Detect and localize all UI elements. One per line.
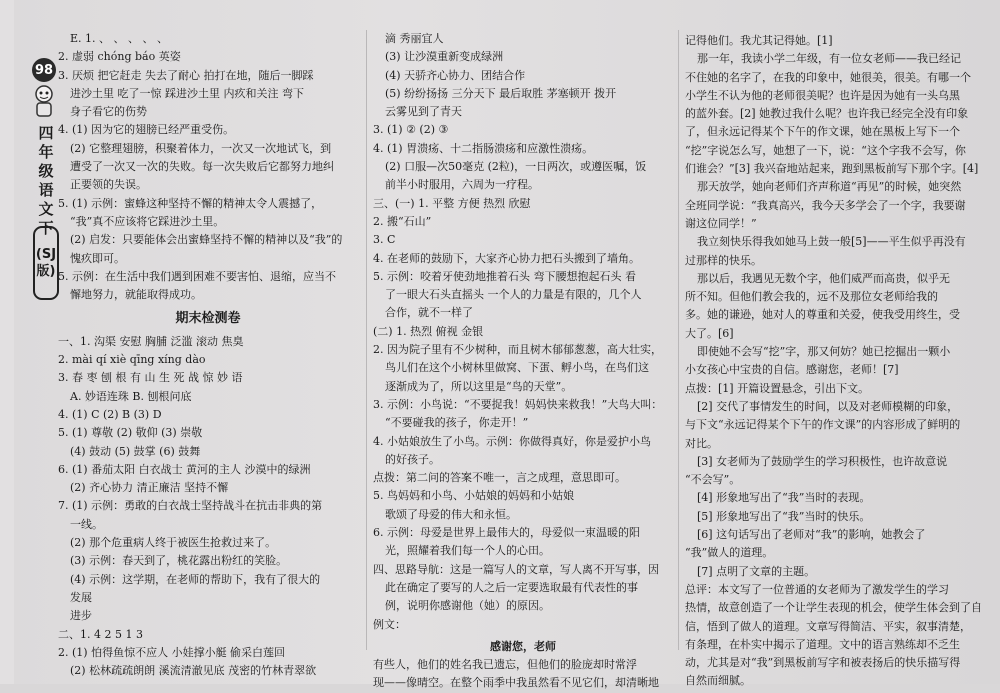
text-line: (3) 示例：春天到了，桃花露出粉红的笑脸。 [70, 554, 288, 568]
text-line: 即使她不会写“挖”字，那又何妨？她已挖掘出一颗小 [697, 345, 951, 359]
text-line: 滴 秀丽宜人 [385, 32, 444, 45]
text-line: 4. (1) 胃溃疡、十二指肠溃疡和应激性溃疡。 [373, 141, 594, 155]
text-line: 那一年，我读小学二年级，有一位女老师——我已经记 [697, 52, 961, 66]
text-line: 的蓝外套。[2] 她教过我什么呢？也许我已经完全没有印象 [685, 107, 969, 121]
text-line: 3. 示例：小鸟说：“不要捉我！妈妈快来救我！”大鸟大叫： [373, 397, 663, 411]
text-line: 三、(一) 1. 平整 方便 热烈 欣慰 [373, 196, 531, 210]
text-line: [2] 交代了事情发生的时间，以及对老师模糊的印象， [697, 399, 959, 413]
column-divider [678, 30, 679, 650]
text-line: 遭受了一次又一次的失败。每一次失败后它都努力地纠 [70, 160, 334, 174]
text-line: 点拨：第二问的答案不唯一，言之成理，意思即可。 [373, 471, 626, 485]
text-line: 自然而细腻。 [685, 674, 751, 688]
text-line: 过那样的快乐。 [685, 253, 762, 267]
text-line: (4) 示例：这学期，在老师的帮助下，我有了很大的 [70, 572, 321, 586]
text-line: 5. (1) 尊敬 (2) 敬仰 (3) 崇敬 [58, 426, 203, 440]
text-line: 点拨：[1] 开篇设置悬念，引出下文。 [685, 381, 870, 395]
text-line: (二) 1. 热烈 俯视 金银 [373, 324, 484, 338]
text-line: 3. 春 枣 刨 根 有 山 生 死 战 惊 妙 语 [58, 371, 243, 385]
text-line: 的好孩子。 [385, 452, 440, 466]
text-line: 进沙土里 吃了一惊 踩进沙土里 内疚和关注 弯下 [70, 86, 304, 100]
text-line: (4) 天骄齐心协力、团结合作 [385, 68, 526, 82]
text-line: 那天放学，她向老师们齐声称道“再见”的时候，她突然 [697, 180, 962, 194]
text-line: 所不知。但他们教会我的，远不及那位女老师给我的 [685, 290, 938, 304]
text-line: 二、1. 4 2 5 1 3 [58, 627, 143, 641]
text-line: 6. 示例：母爱是世界上最伟大的，母爱似一束温暖的阳 [373, 526, 640, 540]
text-line: 有条理，在朴实中揭示了道理。文中的语言熟练却不乏生 [685, 637, 960, 651]
text-line: 7. (1) 示例：勇敢的白衣战士坚持战斗在抗击非典的第 [58, 499, 323, 513]
text-line: (2) 那个危重病人终于被医生抢救过来了。 [70, 536, 277, 550]
text-line: 我立刻快乐得我如她马上鼓一般[5]——平生似乎再没有 [697, 235, 966, 249]
text-line: 不住她的名字了，在我的印象中，她很美，很美。有哪一个 [685, 70, 971, 84]
text-line: “不会写”。 [685, 473, 741, 487]
text-line: [6] 这句话写出了老师对“我”的影响，她教会了 [697, 528, 926, 542]
text-line: 懈地努力，就能取得成功。 [70, 288, 202, 302]
text-line: 例，说明你感谢他（她）的原因。 [385, 599, 550, 613]
text-line: 全班同学说：“我真高兴，我今天多学会了一个字，我要谢 [685, 198, 966, 212]
text-line: 例文： [373, 617, 406, 631]
text-line: (4) 鼓动 (5) 鼓掌 (6) 鼓舞 [70, 444, 201, 458]
text-line: 对比。 [685, 436, 718, 450]
text-line: “我”做人的道理。 [685, 546, 774, 560]
text-line: [5] 形象地写出了“我”当时的快乐。 [697, 509, 871, 523]
text-line: E. 1. 、 、 、 、 、 [70, 32, 169, 45]
text-line: (2) 口服—次50毫克 (2粒)，一日两次，或遵医嘱，饭 [385, 160, 647, 174]
text-line: 了一眼大石头直摇头 一个人的力量是有限的，几个人 [385, 288, 642, 302]
text-line: 3. (1) ② (2) ③ [373, 123, 449, 137]
text-line: 5. (1) 示例：蜜蜂这种坚持不懈的精神太令人震撼了， [58, 196, 323, 210]
text-line: 们谁会？”[3] 我兴奋地站起来，跑到黑板前写下那个字。[4] [685, 162, 979, 176]
text-line: 合作，就不一样了 [385, 306, 473, 320]
sidebar-brand [4, 24, 57, 284]
text-line: (3) 让沙漠重新变成绿洲 [385, 50, 504, 64]
column-left [58, 30, 358, 680]
book-title-vertical: 四年级语文下 [38, 124, 54, 237]
text-line: 5. 鸟妈妈和小鸟、小姑娘的妈妈和小姑娘 [373, 489, 574, 503]
text-line: “我”真不应该将它踩进沙土里。 [70, 214, 225, 228]
mascot-icon [30, 84, 58, 120]
text-line: 2. mài qí xiè qīng xíng dào [58, 353, 206, 367]
text-line: 此在确定了要写的人之后一定要选取最有代表性的事 [385, 580, 638, 594]
text-line: 2. 搬“石山” [373, 214, 432, 228]
section-title: 期末检测卷 [175, 311, 241, 327]
column-right [685, 32, 991, 691]
text-line: 歌颂了母爱的伟大和永恒。 [385, 507, 517, 521]
text-line: 4. (1) 因为它的翅膀已经严重受伤。 [58, 123, 235, 137]
text-line: (2) 它整理翅膀，积聚着体力，一次又一次地试飞，到 [70, 141, 332, 155]
text-line: 5. 示例：咬着牙使劲地推着石头 弯下腰想抱起石头 看 [373, 269, 636, 283]
text-line: 谢这位同学！” [685, 216, 757, 230]
text-line: 与下文“永远记得某个下午的作文课”的内容形成了鲜明的 [685, 418, 961, 432]
text-line: 3. C [373, 233, 396, 247]
text-line: [4] 形象地写出了“我”当时的表现。 [697, 491, 871, 505]
text-line: “挖”字说怎么写，她想了一下，说：“这个字我不会写，你 [685, 143, 966, 157]
text-line: 云雾见到了青天 [385, 105, 462, 119]
column-middle [373, 30, 673, 693]
text-line: 小学生不认为他的老师很美呢？也许是因为她有一头乌黑 [685, 88, 960, 102]
text-line: 进步 [70, 609, 92, 623]
text-line: 5. 示例：在生活中我们遇到困难不要害怕、退缩，应当不 [58, 269, 336, 283]
text-line: A. 妙语连珠 B. 刨根问底 [70, 389, 192, 403]
text-line: [7] 点明了文章的主题。 [697, 564, 816, 578]
text-line: (5) 纷纷扬扬 三分天下 最后取胜 茅塞顿开 拨开 [385, 86, 617, 100]
text-line: 光，照耀着我们每一个人的心田。 [385, 544, 550, 558]
text-line: 愧疚即可。 [70, 251, 125, 265]
text-line: 一线。 [70, 517, 103, 531]
text-line: 现——像晴空。在整个雨季中我虽然看不见它们，却清晰地 [373, 676, 659, 690]
text-line: 正要领的失误。 [70, 178, 147, 192]
text-line: 信，悟到了做人的道理。文章写得简洁、平实，叙事清楚， [685, 619, 971, 633]
text-line: 4. 在老师的鼓励下，大家齐心协力把石头搬到了墙角。 [373, 251, 640, 265]
text-line: 大了。[6] [685, 326, 734, 340]
text-line: 2. 因为院子里有不少树种，而且树木郁郁葱葱，高大壮实， [373, 343, 662, 357]
text-line: 记得他们。我尤其记得她。[1] [685, 34, 833, 47]
text-line: 6. (1) 番茄太阳 白衣战士 黄河的主人 沙漠中的绿洲 [58, 462, 311, 476]
text-line: 发展 [70, 590, 92, 604]
essay-title: 感谢您，老师 [490, 639, 556, 653]
text-line: 2. 虚弱 chóng báo 英姿 [58, 50, 181, 64]
page-number-badge: 98 [32, 58, 56, 82]
text-line: 逐渐成为了，所以这里是“鸟的天堂”。 [385, 379, 573, 393]
text-line: 四、思路导航：这是一篇写人的文章，写人离不开写事，因 [373, 562, 659, 576]
text-line: 3. 厌烦 把它赶走 失去了耐心 拍打在地，随后一脚踩 [58, 68, 314, 82]
text-line: 热情，故意创造了一个让学生表现的机会，使学生体会到了自 [685, 601, 982, 615]
edition-tag: (SJ版) [33, 226, 59, 300]
text-line: 那以后，我遇见无数个字，他们威严而高贵，似乎无 [697, 271, 950, 285]
column-divider [366, 30, 367, 650]
text-line: 有些人，他们的姓名我已遗忘，但他们的脸庞却时常浮 [373, 658, 637, 672]
text-line: 4. 小姑娘放生了小鸟。示例：你做得真好，你是爱护小鸟 [373, 434, 651, 448]
text-line: (2) 松林疏疏朗朗 溪流清澈见底 茂密的竹林青翠欲 [70, 664, 317, 678]
text-line: 4. (1) C (2) B (3) D [58, 407, 162, 421]
text-line: 小女孩心中宝贵的自信。感谢您，老师！[7] [685, 363, 899, 377]
text-line: [3] 女老师为了鼓励学生的学习积极性，也许故意说 [697, 454, 948, 468]
text-line: 一、1. 沟渠 安慰 胸脯 泛滥 滚动 焦臭 [58, 334, 244, 348]
text-line: 多。她的谦逊，她对人的尊重和关爱，使我受用终生，受 [685, 308, 960, 322]
text-line: 2. (1) 怕得鱼惊不应人 小娃撑小艇 偷采白莲回 [58, 645, 286, 659]
text-line: “不要碰我的孩子，你走开！” [385, 416, 529, 430]
text-line: 身子看它的伤势 [70, 105, 147, 119]
text-line: 动，尤其是对“我”到黑板前写字和被表扬后的快乐描写得 [685, 656, 961, 670]
text-line: (2) 启发：只要能体会出蜜蜂坚持不懈的精神以及“我”的 [70, 233, 343, 247]
text-line: 了，但永远记得某个下午的作文课，她在黑板上写下一个 [685, 125, 960, 139]
text-line: (2) 齐心协力 清正廉洁 坚持不懈 [70, 481, 229, 495]
text-line: 鸟儿们在这个小树林里做窝、下蛋、孵小鸟，在鸟们这 [385, 361, 649, 375]
text-line: 前半小时服用，六周为一疗程。 [385, 178, 539, 192]
text-line: 总评：本文写了一位普通的女老师为了激发学生的学习 [685, 582, 949, 596]
